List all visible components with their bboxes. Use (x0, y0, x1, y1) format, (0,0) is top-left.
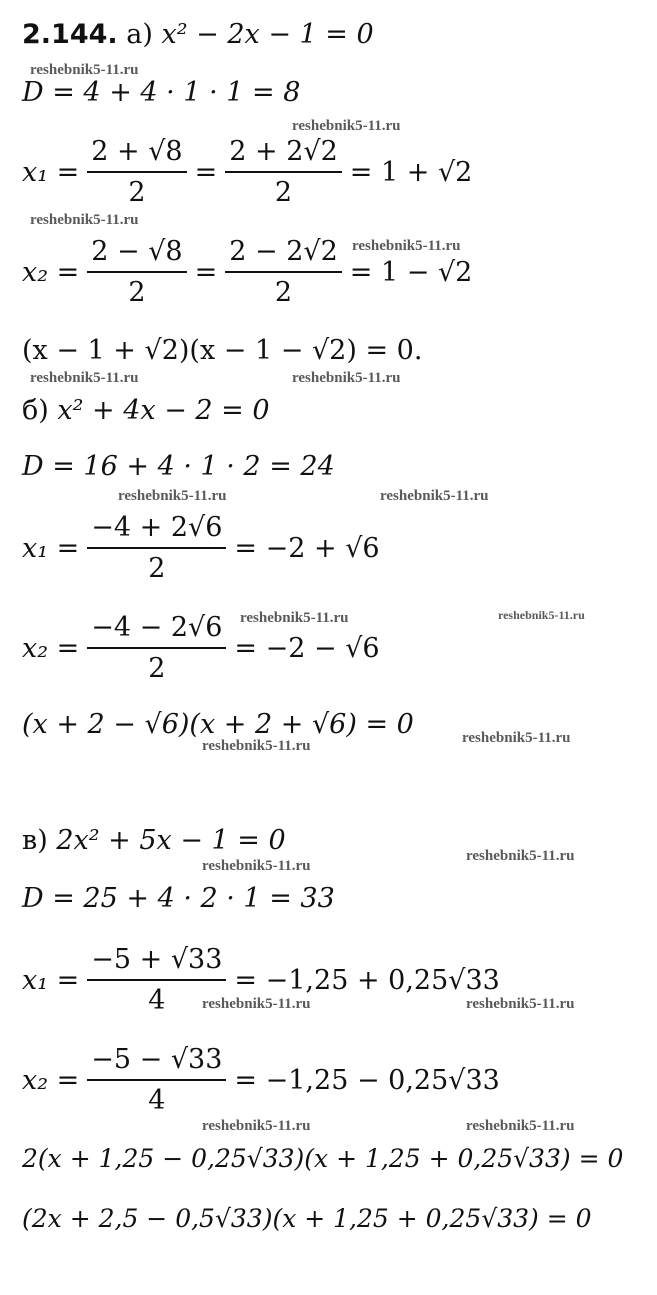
part-a-factorization: (x − 1 + √2)(x − 1 − √2) = 0. (22, 335, 423, 366)
a-x1-num2: 2 + 2√2 (229, 136, 338, 167)
part-a-label: а) (126, 19, 153, 50)
part-b-x2-row (22, 612, 380, 684)
a-x1-rhs: = 1 + √2 (349, 156, 473, 188)
part-a-x1-row (22, 136, 472, 208)
a-x1-num1: 2 + √8 (91, 136, 183, 167)
part-a-discriminant: D = 4 + 4 · 1 · 1 = 8 (22, 77, 301, 108)
part-c-factorization-2: (2x + 2,5 − 0,5√33)(x + 1,25 + 0,25√33) = 0 (22, 1204, 592, 1233)
watermark: reshebnik5-11.ru (118, 488, 227, 504)
c-x1-den: 4 (148, 985, 166, 1016)
a-x1-frac1 (87, 136, 186, 208)
b-x1-frac (87, 512, 226, 584)
a-x2-den1: 2 (128, 277, 146, 308)
a-x1-lhs: x₁ = (22, 156, 80, 188)
c-x2-rhs: = −1,25 − 0,25√33 (234, 1064, 500, 1096)
b-x2-frac (87, 612, 226, 684)
a-x2-den2: 2 (274, 277, 293, 308)
c-x1-num: −5 + √33 (91, 944, 223, 975)
watermark: reshebnik5-11.ru (352, 238, 461, 254)
part-b-factorization: (x + 2 − √6)(x + 2 + √6) = 0 (22, 709, 414, 740)
b-x2-rhs: = −2 − √6 (234, 632, 380, 664)
a-x2-frac1 (87, 236, 186, 308)
b-x1-rhs: = −2 + √6 (234, 532, 380, 564)
problem-header (22, 18, 374, 52)
c-x1-lhs: x₁ = (22, 964, 80, 996)
a-x2-num2: 2 − 2√2 (229, 236, 338, 267)
a-x1-den1: 2 (128, 177, 146, 208)
watermark: reshebnik5-11.ru (462, 730, 571, 746)
part-b-discriminant: D = 16 + 4 · 1 · 2 = 24 (22, 451, 335, 482)
b-x1-lhs: x₁ = (22, 532, 80, 564)
watermark: reshebnik5-11.ru (30, 212, 139, 228)
a-x2-frac2 (225, 236, 342, 308)
b-x2-den: 2 (148, 653, 166, 684)
a-x2-lhs: x₂ = (22, 256, 80, 288)
watermark: reshebnik5-11.ru (202, 996, 311, 1012)
watermark: reshebnik5-11.ru (202, 858, 311, 874)
c-x2-lhs: x₂ = (22, 1064, 80, 1096)
watermark: reshebnik5-11.ru (466, 848, 575, 864)
watermark: reshebnik5-11.ru (240, 610, 349, 626)
a-x2-rhs: = 1 − √2 (349, 256, 473, 288)
c-x2-num: −5 − √33 (91, 1044, 223, 1075)
b-x1-den: 2 (148, 553, 166, 584)
part-c-label: в) (22, 825, 48, 856)
part-c-x2-row (22, 1044, 500, 1116)
problem-number: 2.144. (22, 19, 118, 50)
watermark: reshebnik5-11.ru (202, 738, 311, 754)
watermark: reshebnik5-11.ru (202, 1118, 311, 1134)
watermark: reshebnik5-11.ru (498, 608, 585, 622)
part-b-x1-row (22, 512, 380, 584)
a-x2-eq: = (194, 256, 218, 288)
part-b-equation: x² + 4x − 2 = 0 (57, 395, 270, 426)
part-a-equation: x² − 2x − 1 = 0 (161, 19, 374, 50)
a-x2-num1: 2 − √8 (91, 236, 183, 267)
part-b-label: б) (22, 395, 49, 426)
c-x2-frac (87, 1044, 226, 1116)
part-c-equation: 2x² + 5x − 1 = 0 (56, 825, 286, 856)
part-b-header (22, 394, 270, 428)
b-x2-num: −4 − 2√6 (91, 612, 223, 643)
watermark: reshebnik5-11.ru (30, 62, 139, 78)
b-x1-num: −4 + 2√6 (91, 512, 223, 543)
watermark: reshebnik5-11.ru (466, 1118, 575, 1134)
a-x1-den2: 2 (274, 177, 293, 208)
a-x1-frac2 (225, 136, 342, 208)
part-c-header (22, 824, 286, 858)
watermark: reshebnik5-11.ru (466, 996, 575, 1012)
watermark: reshebnik5-11.ru (292, 118, 401, 134)
part-c-discriminant: D = 25 + 4 · 2 · 1 = 33 (22, 883, 335, 914)
b-x2-lhs: x₂ = (22, 632, 80, 664)
c-x2-den: 4 (148, 1085, 166, 1116)
watermark: reshebnik5-11.ru (292, 370, 401, 386)
a-x1-eq: = (194, 156, 218, 188)
watermark: reshebnik5-11.ru (30, 370, 139, 386)
c-x1-rhs: = −1,25 + 0,25√33 (234, 964, 500, 996)
part-c-factorization-1: 2(x + 1,25 − 0,25√33)(x + 1,25 + 0,25√33) = 0 (22, 1144, 624, 1173)
watermark: reshebnik5-11.ru (380, 488, 489, 504)
